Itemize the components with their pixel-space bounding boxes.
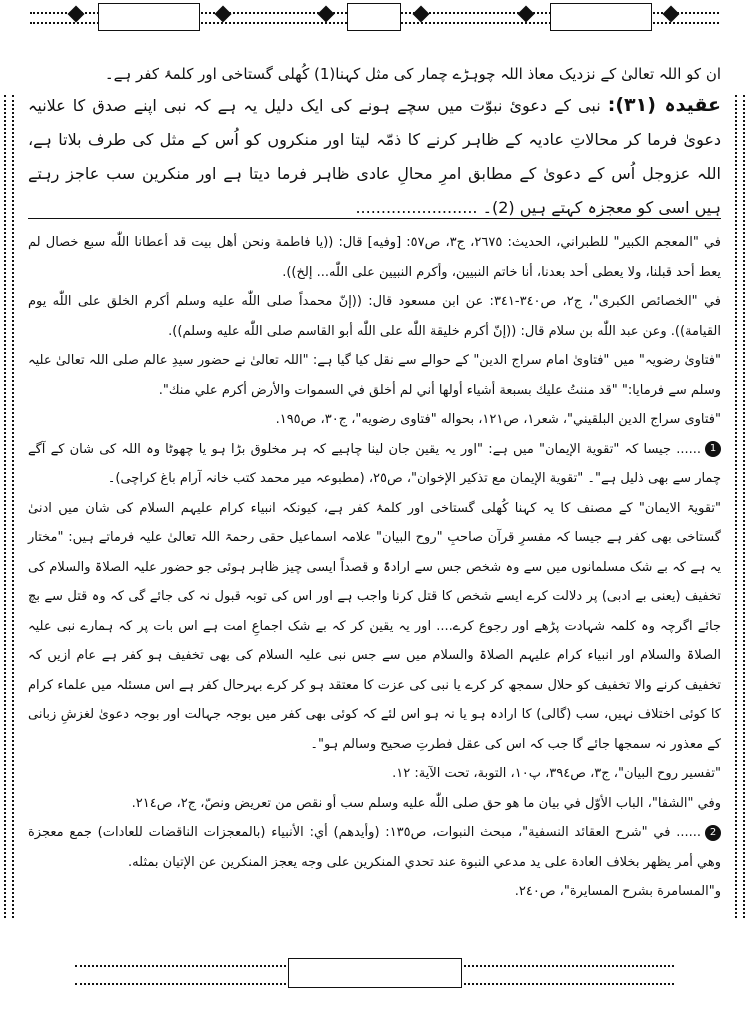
footnote-divider [28,218,721,219]
footnote-number-badge: 2 [705,825,721,841]
footnote-text: ...... في "شرح العقائد النسفية"، مبحث النبوات، ص١٣٥: (وأيدهم) أي: الأنبياء (بالمعجزات الناقضات للعادات) جمع معجزة وهي أمر يظهر بخلاف العادة على يد مدعي النبوة عند تحدي المنكرين على وجه يعجز المنكرين عن الإتيان بمثله. [28,825,721,870]
footnote-citation: و"المسامرة بشرح المسايرة"، ص٢٤٠. [514,884,721,899]
footnote-line: "فتاوى سراج الدين البلقيني"، شعر١، ص١٢١، بحواله "فتاوى رضويه"، ج٣٠، ص١٩٥. [275,412,721,427]
footnotes [28,228,721,907]
header-box-right [550,3,652,31]
body-line: ان کو اللہ تعالیٰ کے نزدیک معاذ اللہ چوہڑے چمار کی مثل کہنا(1) کُھلی گستاخی اور کلمۂ کفر ہے۔ [104,65,721,83]
footnote-citation: وفي "الشفا"، الباب الأوّل في بيان ما هو حق صلى اللّٰه عليه وسلم سب أو نقص من تعريض ونصّ، ج٢، ص٢١٤. [131,795,721,811]
body-first-line [28,58,721,90]
footnote-line: في "المعجم الكبير" للطبراني، الحديث: ٢٦٧٥، ج٣، ص٥٧: [وفيه] قال: ((يا فاطمة ونحن أهل بيت قد أعطانا اللّٰه سبع خصال لم يعط أحد قبلنا، ولا يعطى أحد بعدنا، أنا خاتم النبيين، وأكرم النبيين على اللّٰه... إلخ)). [28,235,721,280]
footer-box [288,958,462,988]
footnote-2 [28,818,721,877]
footnote-citation: "تفسير روح البيان"، ج٣، ص٣٩٤، پ١٠، التوبة، تحت الآية: ١٢. [392,766,721,781]
footnote-number-badge: 1 [705,441,721,457]
footnote-line: "فتاویٰ رضویہ" میں "فتاویٰ امام سراج الدین" کے حوالے سے نقل کیا گیا ہے: "اللہ تعالیٰ نے حضور سیدِ عالم صلی اللہ تعالیٰ علیہ وسلم سے فرمایا:" "قد مننتُ عليك بسبعة أشياء أولها أني لم أخلق في السموات والأرض أكرم علي منك". [28,353,721,398]
footnote-line: "تقویۃ الایمان" کے مصنف کا یہ کہنا کُھلی گستاخی اور کلمۂ کفر ہے، کیونکہ انبیاء کرام علیہم السلام کی شان میں ادنیٰ گستاخی بھی کفر ہے جیسا کہ مفسرِ قرآن صاحبِ "روح البیان" علامہ اسماعیل حقی رحمۃ اللہ تعالیٰ علیہ فرماتے ہیں: "مختار یہ ہے کہ بے شک مسلمانوں میں سے وہ شخص جس سے ارادۃً و قصداً ایسی چیز ظاہر ہوئی جو حضور علیہ الصلاۃ والسلام کی تخفیف (یعنی بے ادبی) پر دلالت کرے ایسے شخص کا قتل کرنا واجب ہے اور اس کی توبہ قبول نہ کی جائے گی کہ وہ قتل سے بچ جائے اگرچہ وہ کلمہ شہادت پڑھے اور رجوع کرے.... اور یہ یقین کر کہ بے شک اجماعِ امت ہے اس بات پر کہ ہمارے نبی علیہ الصلاۃ والسلام اور انبیاء کرام علیہم الصلاۃ والسلام میں سے جس نبی علیہ السلام کی بھی تخفیف ہو کفر ہے عام ازیں کہ تخفیف کرنے والا تخفیف کو حلال سمجھ کر کرے یا نبی کی عزت کا معتقد ہو کر کرے بہرحال کفر ہے اس مسئلہ میں علماء کرام کا کوئی اختلاف نہیں، سب (گالی) کا ارادہ ہو یا نہ ہو اس لئے کہ کوئی بھی کفر میں بوجہ جہالت اور بوجہ دعویٰ لغزشِ زبانی کے معذور نہ سمجھا جائے گا جب کہ اس کی عقل فطرتِ صحیح وسالم ہو"۔ [28,500,721,752]
aqeedah-paragraph [28,88,721,225]
header-box-left [98,3,200,31]
aqeedah-text: نبی کے دعویٔ نبوّت میں سچے ہونے کی ایک دلیل یہ ہے کہ نبی اپنے صدق کا علانیہ دعویٰ فرما کر محالاتِ عادیہ کے ظاہر کرنے کا ذمّہ لیتا اور منکروں کو اُس کے مثل کی طرف بلاتا ہے، اللہ عزوجل اُس کے دعویٰ کے مطابق امرِ محالِ عادی ظاہر فرما دیتا ہے اور منکرین سب عاجز رہتے ہیں اسی کو معجزہ کہتے ہیں (2)۔ ........................ [28,96,721,217]
header-box-center [347,3,401,31]
aqeedah-block [28,88,721,225]
left-border-chain [4,95,14,918]
footnote-line: في "الخصائص الكبرى"، ج٢، ص٣٤٠-٣٤١: عن ابن مسعود قال: ((إنّ محمداً صلى اللّٰه عليه وسلم أكرم الخلق على اللّٰه يوم القيامة)). وعن عبد اللّٰه بن سلام قال: ((إنّ أكرم خليقة اللّٰه على اللّٰه أبو القاسم صلى اللّٰه عليه وسلم)). [28,294,722,339]
footnote-text: ...... جیسا کہ "تقوية الإيمان" میں ہے: "اور یہ یقین جان لینا چاہیے کہ ہر مخلوق بڑا ہو یا چھوٹا وہ اللہ کی شان کے آگے چمار سے بھی ذلیل ہے"۔ "تقوية الإيمان مع تذكير الإخوان"، ص٢٥، (مطبوعہ میر محمد کتب خانہ آرام باغ کراچی)۔ [28,441,721,486]
right-border-chain [735,95,745,918]
aqeedah-heading: عقیدہ (۳۱): [607,94,721,116]
footnote-1 [28,435,721,494]
